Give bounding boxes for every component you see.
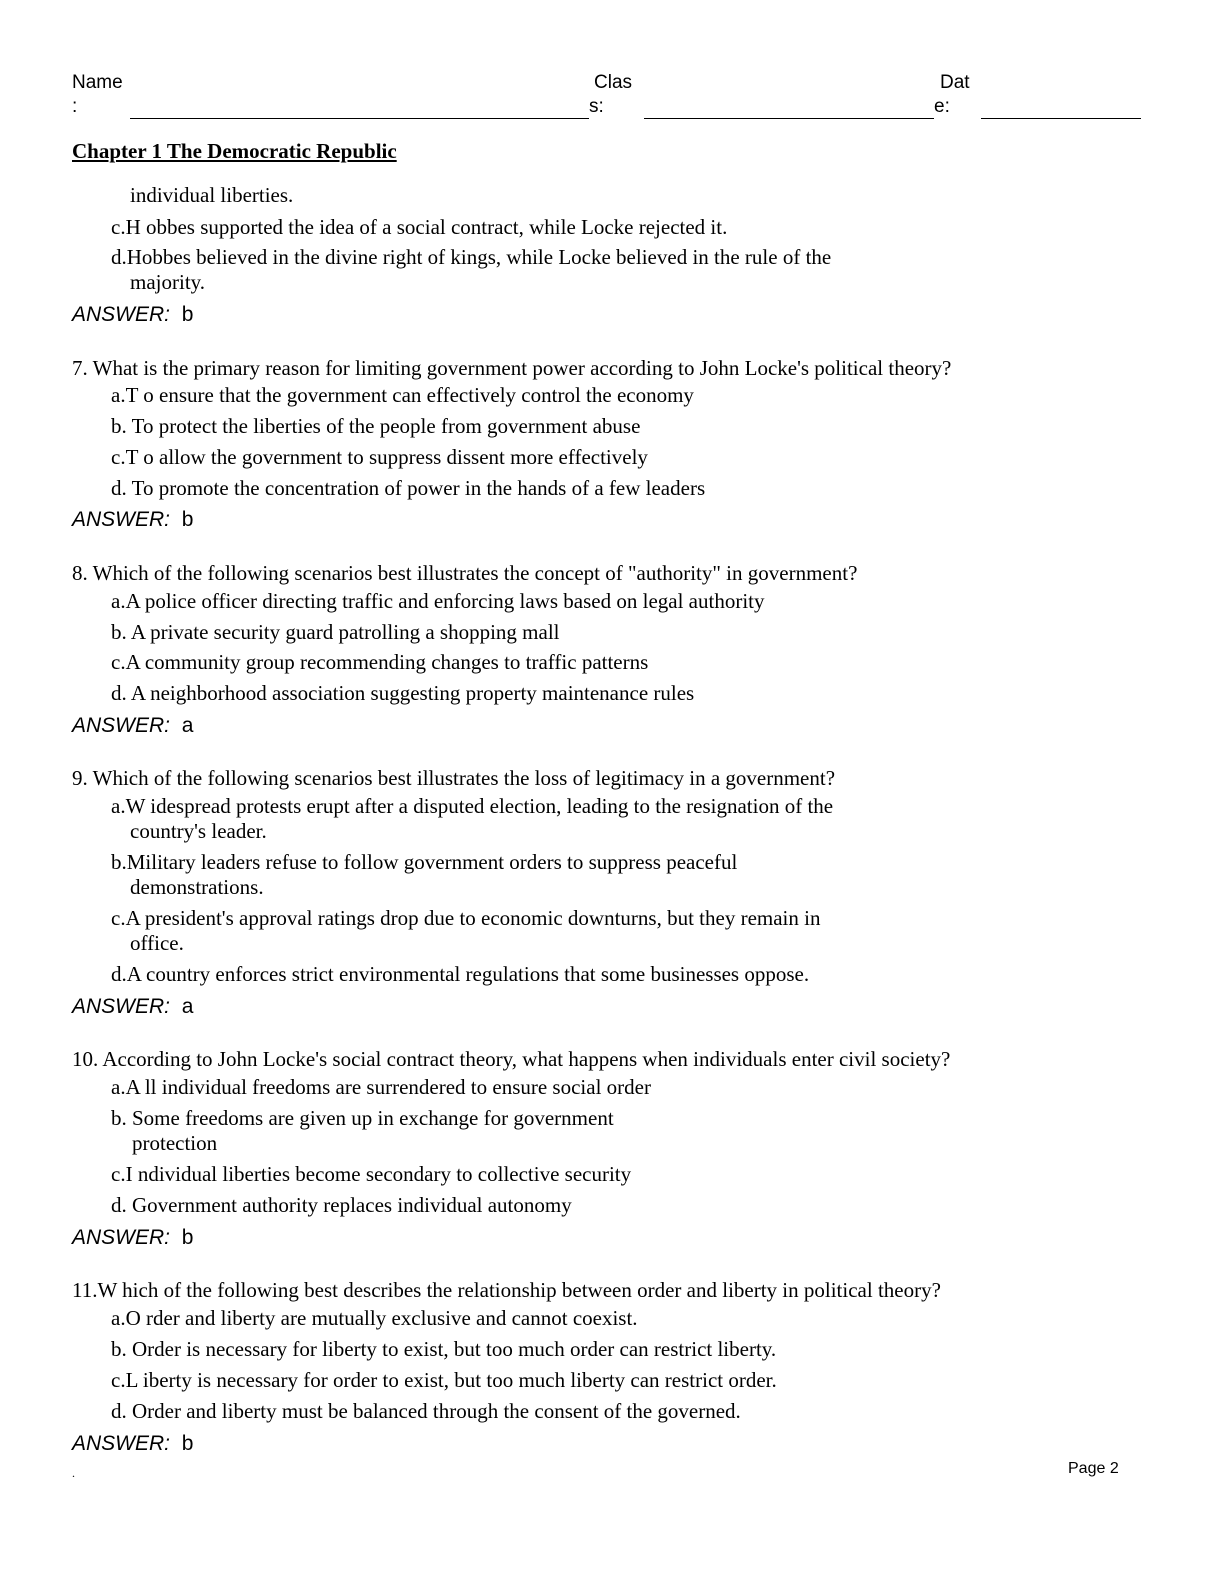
q11-option-d: d. Order and liberty must be balanced through the consent of the governed. xyxy=(111,1399,741,1423)
answer-label: ANSWER: xyxy=(72,995,171,1018)
answer-value: b xyxy=(181,1432,194,1455)
q6-answer xyxy=(72,303,193,327)
q11-stem: 11.W hich of the following best describes the relationship between order and liberty in political theory? xyxy=(72,1278,941,1302)
q7-option-b: b. To protect the liberties of the people from government abuse xyxy=(111,414,641,438)
q10-answer xyxy=(72,1226,193,1250)
q10-option-c: c.I ndividual liberties become secondary to collective security xyxy=(111,1162,632,1186)
q7-option-c: c.T o allow the government to suppress dissent more effectively xyxy=(111,445,648,469)
class-label: Clas xyxy=(594,72,633,93)
q10-option-d: d. Government authority replaces individual autonomy xyxy=(111,1193,572,1217)
q9-option-c-line1: c.A president's approval ratings drop due to economic downturns, but they remain in xyxy=(111,906,821,930)
q11-option-a: a.O rder and liberty are mutually exclusive and cannot coexist. xyxy=(111,1306,638,1330)
q7-option-d: d. To promote the concentration of power in the hands of a few leaders xyxy=(111,476,706,500)
q9-option-b-line1: b.Military leaders refuse to follow government orders to suppress peaceful xyxy=(111,850,738,874)
q9-option-d: d.A country enforces strict environmental regulations that some businesses oppose. xyxy=(111,962,810,986)
q8-option-a: a.A police officer directing traffic and enforcing laws based on legal authority xyxy=(111,589,765,613)
q11-answer xyxy=(72,1432,193,1456)
answer-value: a xyxy=(181,995,194,1018)
date-label: Dat xyxy=(940,72,970,93)
q9-answer xyxy=(72,995,193,1019)
q8-option-b: b. A private security guard patrolling a shopping mall xyxy=(111,620,560,644)
q6-option-c: c.H obbes supported the idea of a social contract, while Locke rejected it. xyxy=(111,215,728,239)
answer-label: ANSWER: xyxy=(72,1432,171,1455)
q6-option-b-tail: individual liberties. xyxy=(130,183,294,207)
chapter-title: Chapter 1 The Democratic Republic xyxy=(72,139,397,163)
q10-option-a: a.A ll individual freedoms are surrendered to ensure social order xyxy=(111,1075,651,1099)
date-field-line[interactable] xyxy=(981,118,1141,119)
answer-label: ANSWER: xyxy=(72,714,171,737)
answer-value: b xyxy=(181,1226,194,1249)
date-label-colon: e: xyxy=(934,96,950,117)
q9-option-b-line2: demonstrations. xyxy=(130,875,264,899)
q7-option-a: a.T o ensure that the government can effectively control the economy xyxy=(111,383,694,407)
q10-stem: 10. According to John Locke's social contract theory, what happens when individuals enter civil society? xyxy=(72,1047,951,1071)
q8-option-d: d. A neighborhood association suggesting property maintenance rules xyxy=(111,681,695,705)
q10-option-b-line2: protection xyxy=(132,1131,218,1155)
name-label: Name xyxy=(72,72,123,93)
answer-label: ANSWER: xyxy=(72,508,171,531)
q8-answer xyxy=(72,714,193,738)
class-field-line[interactable] xyxy=(644,118,934,119)
q9-option-a-line2: country's leader. xyxy=(130,819,267,843)
answer-label: ANSWER: xyxy=(72,303,171,326)
q8-option-c: c.A community group recommending changes to traffic patterns xyxy=(111,650,649,674)
name-field-line[interactable] xyxy=(130,118,589,119)
q10-option-b-line1: b. Some freedoms are given up in exchange for government xyxy=(111,1106,614,1130)
q11-option-b: b. Order is necessary for liberty to exist, but too much order can restrict liberty. xyxy=(111,1337,777,1361)
answer-value: a xyxy=(181,714,194,737)
q6-option-d-line2: majority. xyxy=(130,270,206,294)
name-label-colon: : xyxy=(72,96,78,117)
q9-stem: 9. Which of the following scenarios best illustrates the loss of legitimacy in a government? xyxy=(72,766,836,790)
q8-stem: 8. Which of the following scenarios best illustrates the concept of "authority" in government? xyxy=(72,561,858,585)
footer-dot: . xyxy=(72,1466,75,1480)
answer-value: b xyxy=(181,508,194,531)
page-number: Page 2 xyxy=(1068,1460,1119,1477)
class-label-colon: s: xyxy=(589,96,604,117)
q6-option-d-line1: d.Hobbes believed in the divine right of kings, while Locke believed in the rule of the xyxy=(111,245,832,269)
answer-value: b xyxy=(181,303,194,326)
q7-stem: 7. What is the primary reason for limiting government power according to John Locke's political theory? xyxy=(72,356,952,380)
q9-option-c-line2: office. xyxy=(130,931,184,955)
q9-option-a-line1: a.W idespread protests erupt after a disputed election, leading to the resignation of the xyxy=(111,794,834,818)
q7-answer xyxy=(72,508,193,532)
q11-option-c: c.L iberty is necessary for order to exist, but too much liberty can restrict order. xyxy=(111,1368,777,1392)
answer-label: ANSWER: xyxy=(72,1226,171,1249)
